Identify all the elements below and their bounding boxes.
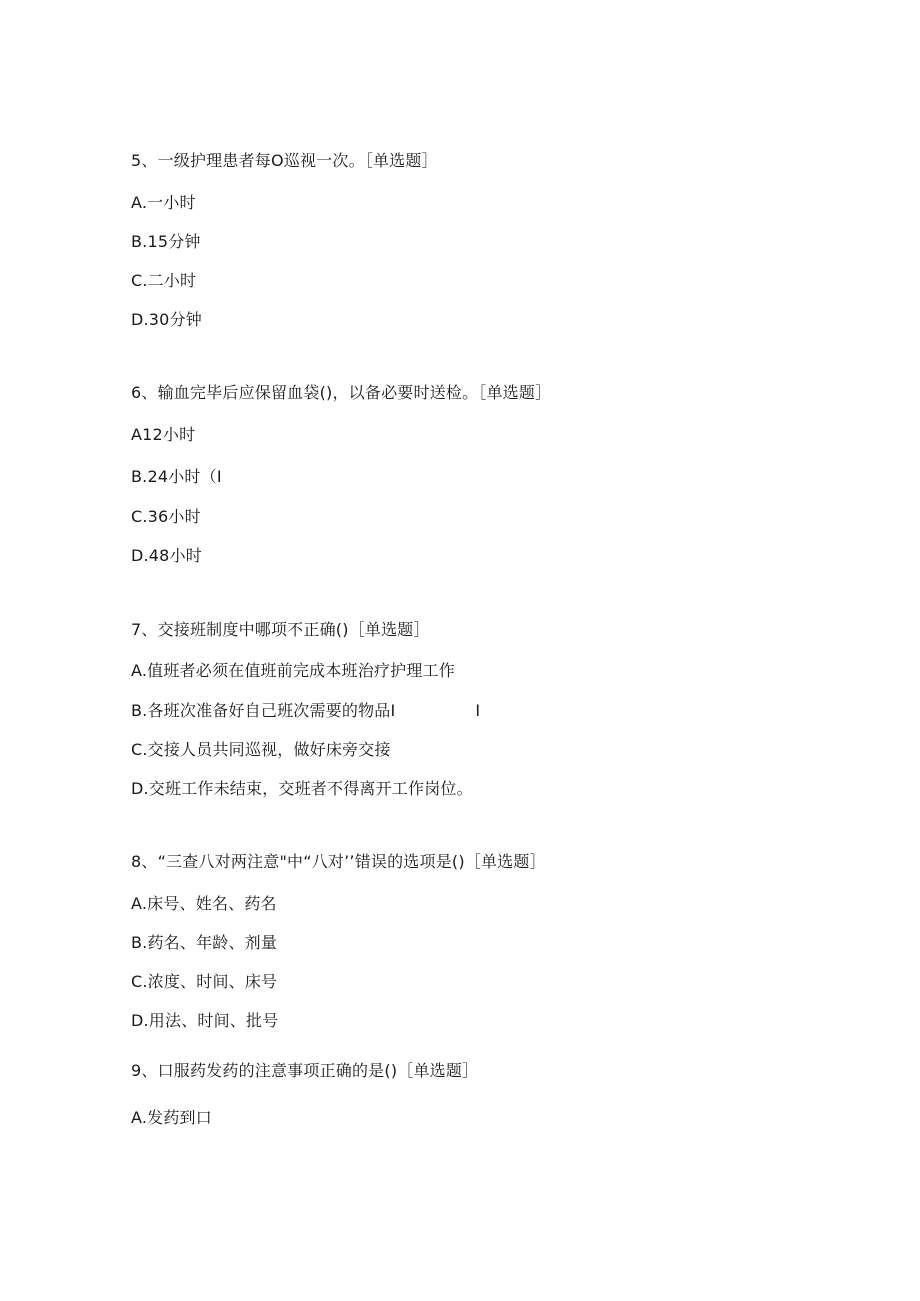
question-5-option-b: B.15分钟 bbox=[131, 232, 201, 251]
question-6-option-b: B.24小时（I bbox=[131, 467, 222, 486]
question-7-option-c: C.交接人员共同巡视，做好床旁交接 bbox=[131, 740, 391, 759]
question-8-stem: 8、“三查八对两注意"中“八对’’错误的选项是()［单选题］ bbox=[131, 852, 546, 871]
question-6-option-a: A12小时 bbox=[131, 425, 196, 444]
question-7-option-b-text: B.各班次准备好自己班次需要的物品I bbox=[131, 701, 396, 720]
question-5-option-c: C.二小时 bbox=[131, 271, 197, 290]
question-5-option-a: A.一小时 bbox=[131, 193, 196, 212]
question-6-option-d: D.48小时 bbox=[131, 546, 202, 565]
question-9-option-a: A.发药到口 bbox=[131, 1108, 212, 1127]
question-7-option-a: A.值班者必须在值班前完成本班治疗护理工作 bbox=[131, 661, 455, 680]
question-7-option-b-trailing-mark: I bbox=[475, 701, 481, 720]
question-9-stem: 9、口服药发药的注意事项正确的是()［单选题］ bbox=[131, 1061, 479, 1080]
question-6-option-c: C.36小时 bbox=[131, 507, 201, 526]
question-7-option-b bbox=[131, 701, 480, 721]
question-8-option-c: C.浓度、时间、床号 bbox=[131, 972, 278, 991]
question-8-option-d: D.用法、时间、批号 bbox=[131, 1011, 279, 1030]
question-7-option-d: D.交班工作未结束，交班者不得离开工作岗位。 bbox=[131, 779, 473, 798]
question-6-stem: 6、输血完毕后应保留血袋()，以备必要时送检。［单选题］ bbox=[131, 383, 552, 402]
question-5-stem: 5、一级护理患者每O巡视一次。［单选题］ bbox=[131, 151, 438, 170]
question-8-option-b: B.药名、年龄、剂量 bbox=[131, 933, 278, 952]
question-7-stem: 7、交接班制度中哪项不正确()［单选题］ bbox=[131, 620, 430, 639]
question-5-option-d: D.30分钟 bbox=[131, 310, 202, 329]
question-8-option-a: A.床号、姓名、药名 bbox=[131, 894, 277, 913]
